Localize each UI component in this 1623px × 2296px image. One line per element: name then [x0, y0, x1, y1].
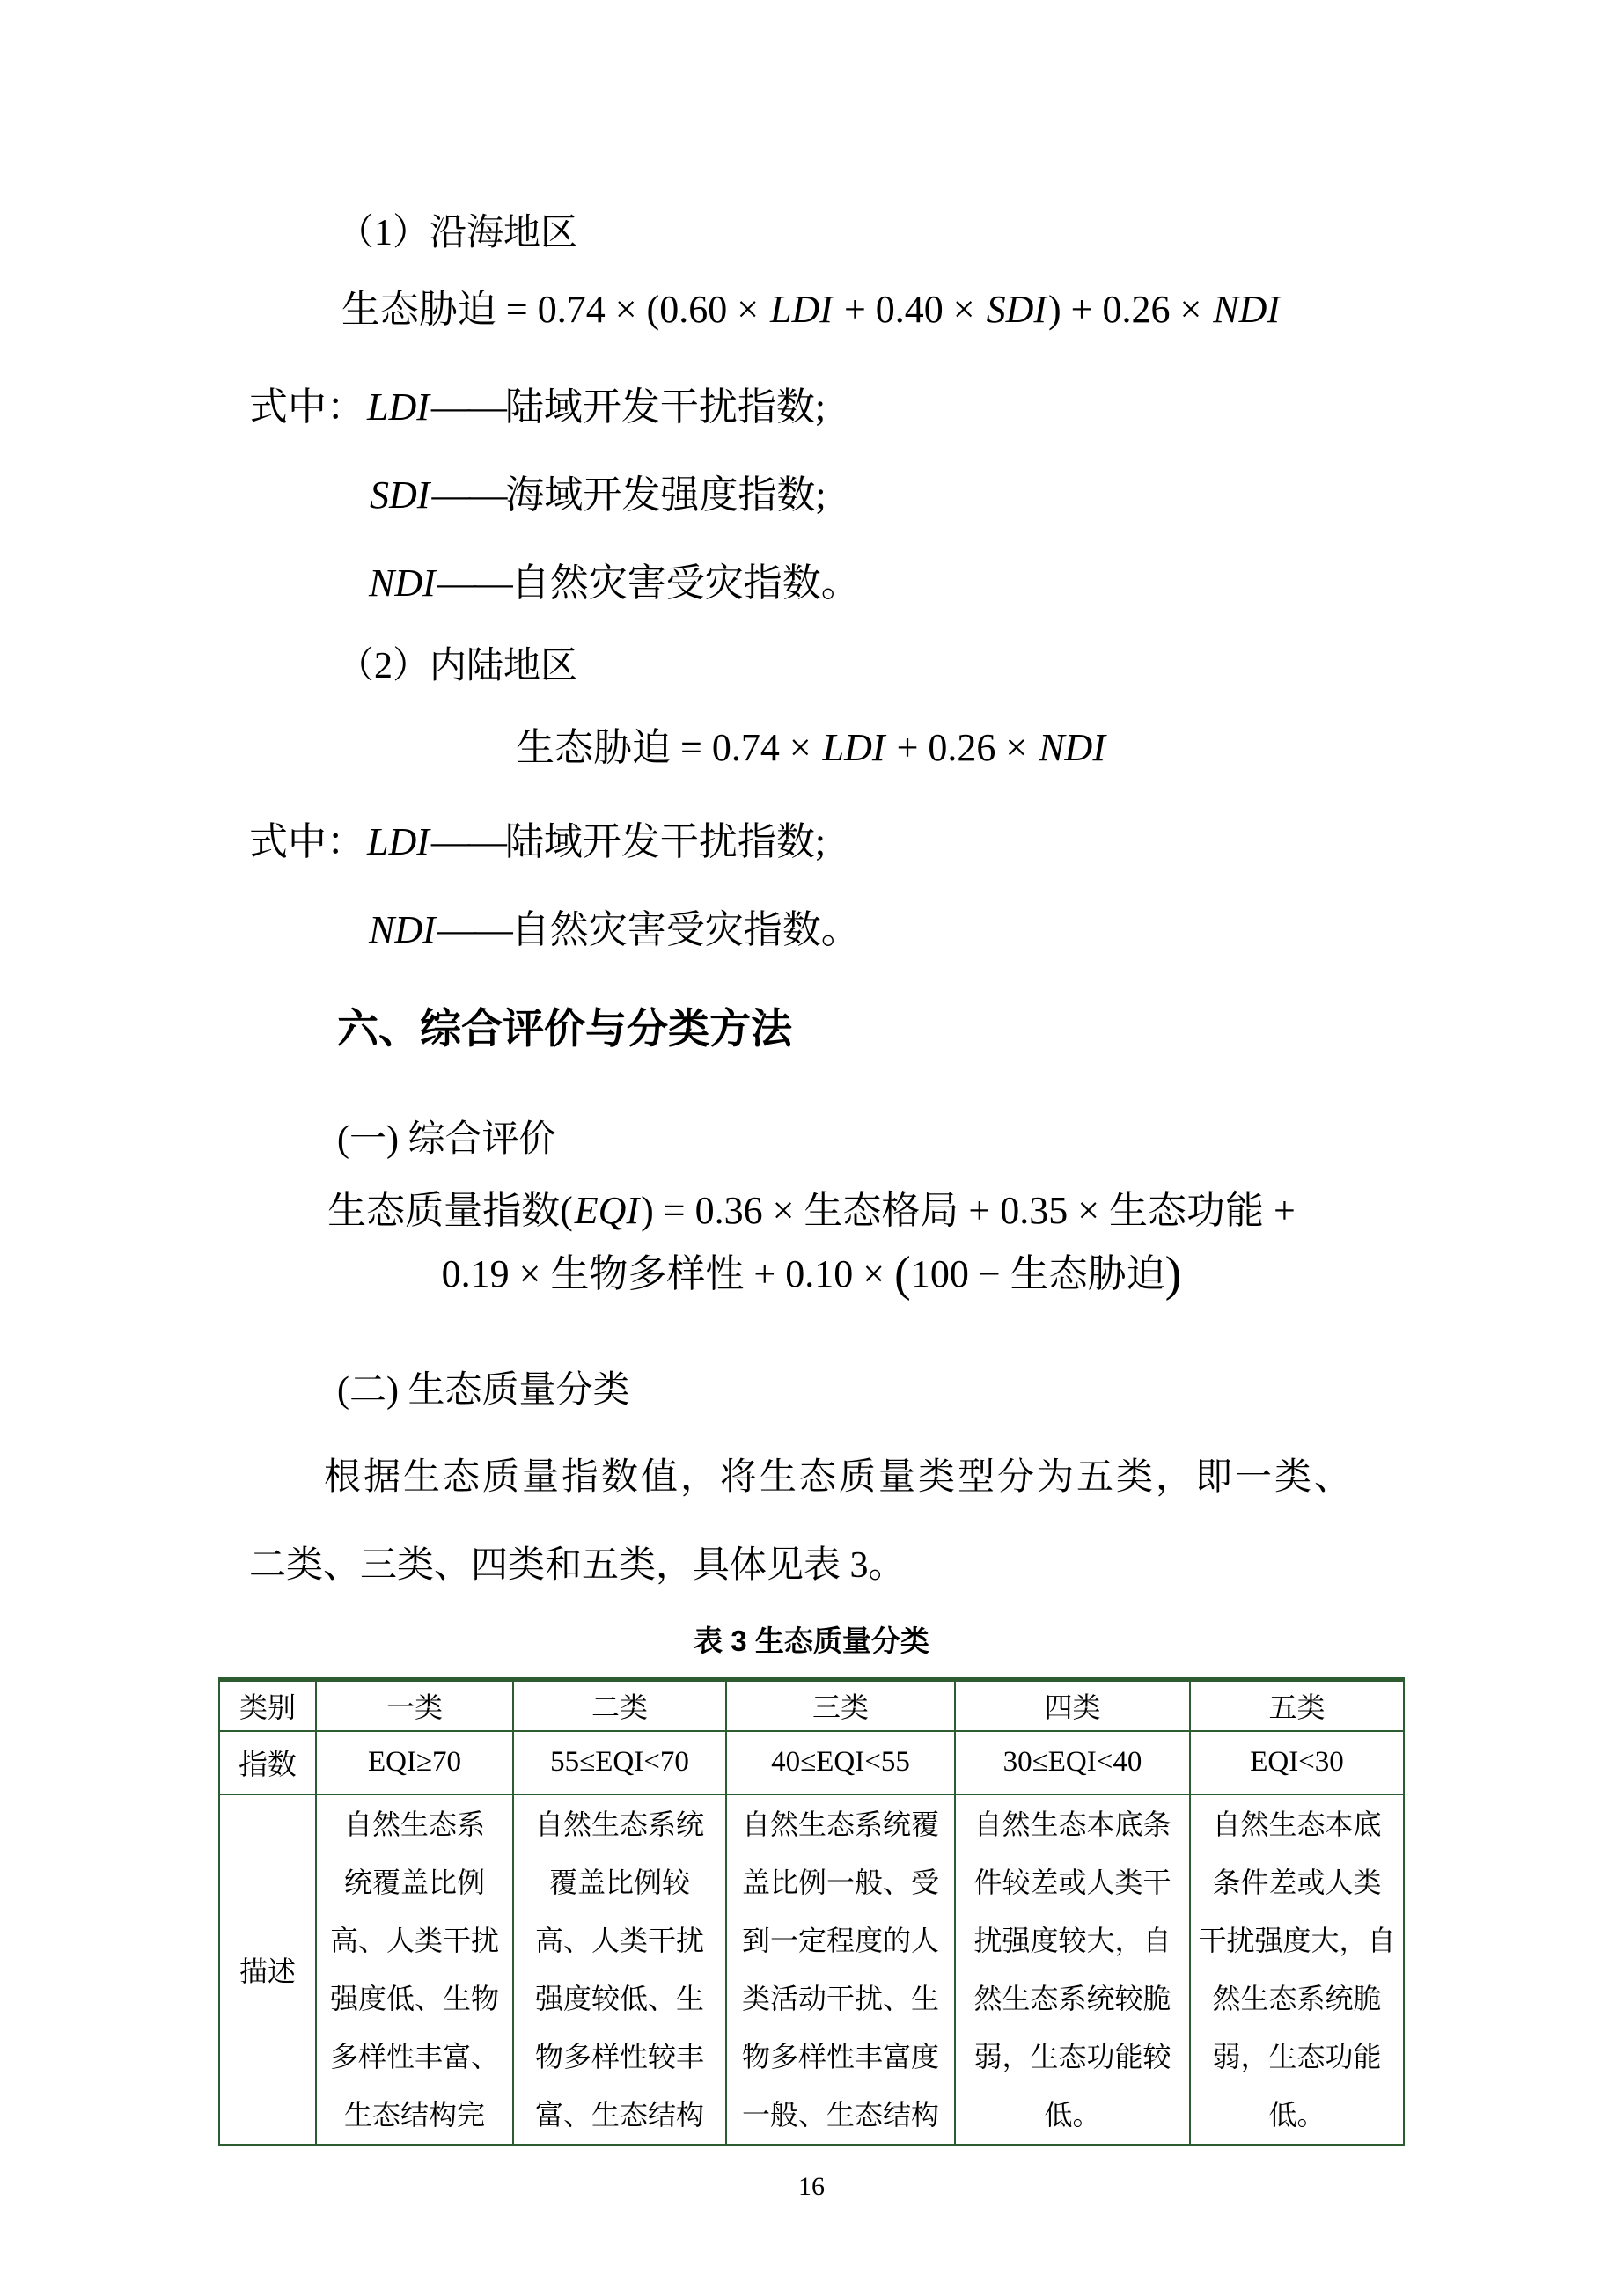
header-cell-category: 类别 — [219, 1680, 316, 1731]
subheading-coastal-area: （1）沿海地区 — [337, 213, 578, 253]
description-cell-class4: 自然生态本底条 件较差或人类干 扰强度较大，自 然生态系统较脆 弱，生态功能较 低。 — [955, 1794, 1190, 2146]
table-header-row — [219, 1680, 1404, 1731]
index-cell-class1: EQI≥70 — [316, 1731, 513, 1794]
formula-coastal-eco-stress: 生态胁迫 = 0.74 × (0.60 × LDI + 0.40 × SDI) + 0.26 × NDI — [341, 288, 1281, 331]
paragraph-classification-line2: 二类、三类、四类和五类，具体见表 3。 — [249, 1545, 906, 1586]
subheading-quality-classification: (二) 生态质量分类 — [337, 1370, 630, 1411]
where-clause-coastal-ndi: NDI——自然灾害受灾指数。 — [369, 561, 860, 605]
index-cell-class5: EQI<30 — [1190, 1731, 1404, 1794]
subheading-inland-area: （2）内陆地区 — [337, 646, 578, 686]
section-heading-six: 六、综合评价与分类方法 — [337, 1005, 792, 1052]
page-number: 16 — [798, 2172, 825, 2201]
index-row-label: 指数 — [219, 1731, 316, 1794]
header-cell-class1: 一类 — [316, 1680, 513, 1731]
subheading-comprehensive-evaluation: (一) 综合评价 — [337, 1119, 556, 1160]
description-row-label: 描述 — [219, 1794, 316, 2146]
formula-eqi-line1: 生态质量指数(EQI) = 0.36 × 生态格局 + 0.35 × 生态功能 + — [327, 1189, 1296, 1232]
header-cell-class5: 五类 — [1190, 1680, 1404, 1731]
paragraph-classification-line1: 根据生态质量指数值，将生态质量类型分为五类，即一类、 — [324, 1457, 1355, 1498]
header-cell-class3: 三类 — [726, 1680, 955, 1731]
where-clause-coastal-sdi: SDI——海域开发强度指数; — [370, 473, 826, 517]
where-clause-coastal-ldi: 式中：LDI——陆域开发干扰指数; — [249, 385, 826, 429]
header-cell-class4: 四类 — [955, 1680, 1190, 1731]
table-caption: 表 3 生态质量分类 — [694, 1625, 929, 1657]
formula-eqi-line2: 0.19 × 生物多样性 + 0.10 × (100 − 生态胁迫) — [441, 1246, 1182, 1302]
table-index-row — [219, 1731, 1404, 1794]
description-cell-class1: 自然生态系 统覆盖比例 高、人类干扰 强度低、生物 多样性丰富、 生态结构完 — [316, 1794, 513, 2146]
description-cell-class5: 自然生态本底 条件差或人类 干扰强度大，自 然生态系统脆 弱，生态功能 低。 — [1190, 1794, 1404, 2146]
description-cell-class3: 自然生态系统覆 盖比例一般、受 到一定程度的人 类活动干扰、生 物多样性丰富度 一般、生态结构 — [726, 1794, 955, 2146]
where-clause-inland-ndi: NDI——自然灾害受灾指数。 — [369, 908, 860, 951]
formula-inland-eco-stress: 生态胁迫 = 0.74 × LDI + 0.26 × NDI — [516, 726, 1105, 769]
where-clause-inland-ldi: 式中：LDI——陆域开发干扰指数; — [249, 820, 826, 863]
header-cell-class2: 二类 — [513, 1680, 726, 1731]
index-cell-class2: 55≤EQI<70 — [513, 1731, 726, 1794]
index-cell-class3: 40≤EQI<55 — [726, 1731, 955, 1794]
description-cell-class2: 自然生态系统 覆盖比例较 高、人类干扰 强度较低、生 物多样性较丰 富、生态结构 — [513, 1794, 726, 2146]
index-cell-class4: 30≤EQI<40 — [955, 1731, 1190, 1794]
table-description-row — [219, 1794, 1404, 2146]
eco-quality-classification-table — [218, 1677, 1405, 2146]
